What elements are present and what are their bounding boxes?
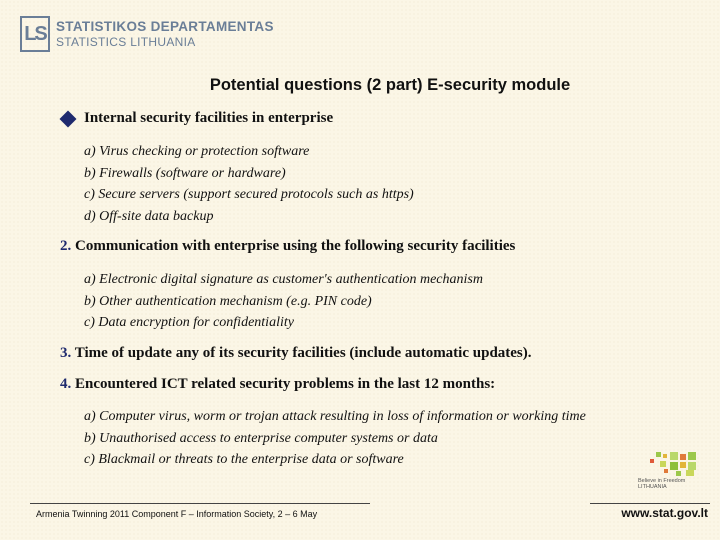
section-heading-text: Time of update any of its security facilities (include automatic updates).: [74, 345, 532, 361]
list-item: a) Virus checking or protection software: [84, 144, 310, 159]
lithuania-badge-icon: [636, 452, 698, 502]
logo: [20, 16, 274, 52]
section-number: 3.: [60, 345, 72, 361]
list-item: b) Firewalls (software or hardware): [84, 165, 286, 181]
footer-divider-left: [30, 503, 370, 504]
section-4-heading: [60, 376, 495, 393]
section-4-list: [84, 406, 586, 471]
section-1-list: [84, 141, 414, 227]
section-heading-text: Internal security facilities in enterprise: [84, 110, 334, 126]
list-item: c) Data encryption for confidentiality: [84, 315, 294, 330]
badge-line-1: Believe in Freedom: [638, 478, 686, 484]
logo-mark: LS: [20, 16, 50, 52]
list-item: a) Electronic digital signature as customer's authentication mechanism: [84, 272, 483, 287]
list-item: b) Unauthorised access to enterprise computer systems or data: [84, 430, 438, 446]
section-heading-text: Encountered ICT related security problems in the last 12 months:: [75, 376, 496, 392]
logo-subname: STATISTICS LITHUANIA: [56, 35, 196, 49]
slide-title: Potential questions (2 part) E-security module: [209, 76, 571, 94]
section-2-heading: [60, 238, 515, 255]
badge-text: [638, 478, 685, 490]
section-3-heading: [60, 345, 532, 362]
section-2-list: [84, 269, 483, 334]
footer-website[interactable]: www.stat.gov.lt: [621, 506, 708, 520]
footer-caption: Armenia Twinning 2011 Component F – Information Society, 2 – 6 May: [36, 509, 318, 519]
section-1-heading: [62, 110, 333, 127]
list-item: c) Blackmail or threats to the enterprise data or software: [84, 452, 404, 467]
footer-divider-right: [590, 503, 710, 504]
section-heading-text: Communication with enterprise using the following security facilities: [75, 238, 516, 254]
section-number: 4.: [60, 376, 72, 392]
logo-name: STATISTIKOS DEPARTAMENTAS: [56, 19, 274, 34]
list-item: b) Other authentication mechanism (e.g. PIN code): [84, 293, 372, 309]
badge-line-2: LITHUANIA: [638, 484, 667, 490]
section-number: 2.: [60, 238, 72, 254]
list-item: c) Secure servers (support secured protocols such as https): [84, 187, 414, 202]
list-item: a) Computer virus, worm or trojan attack resulting in loss of information or working time: [84, 409, 586, 424]
diamond-bullet-icon: [60, 110, 77, 127]
list-item: d) Off-site data backup: [84, 208, 214, 224]
